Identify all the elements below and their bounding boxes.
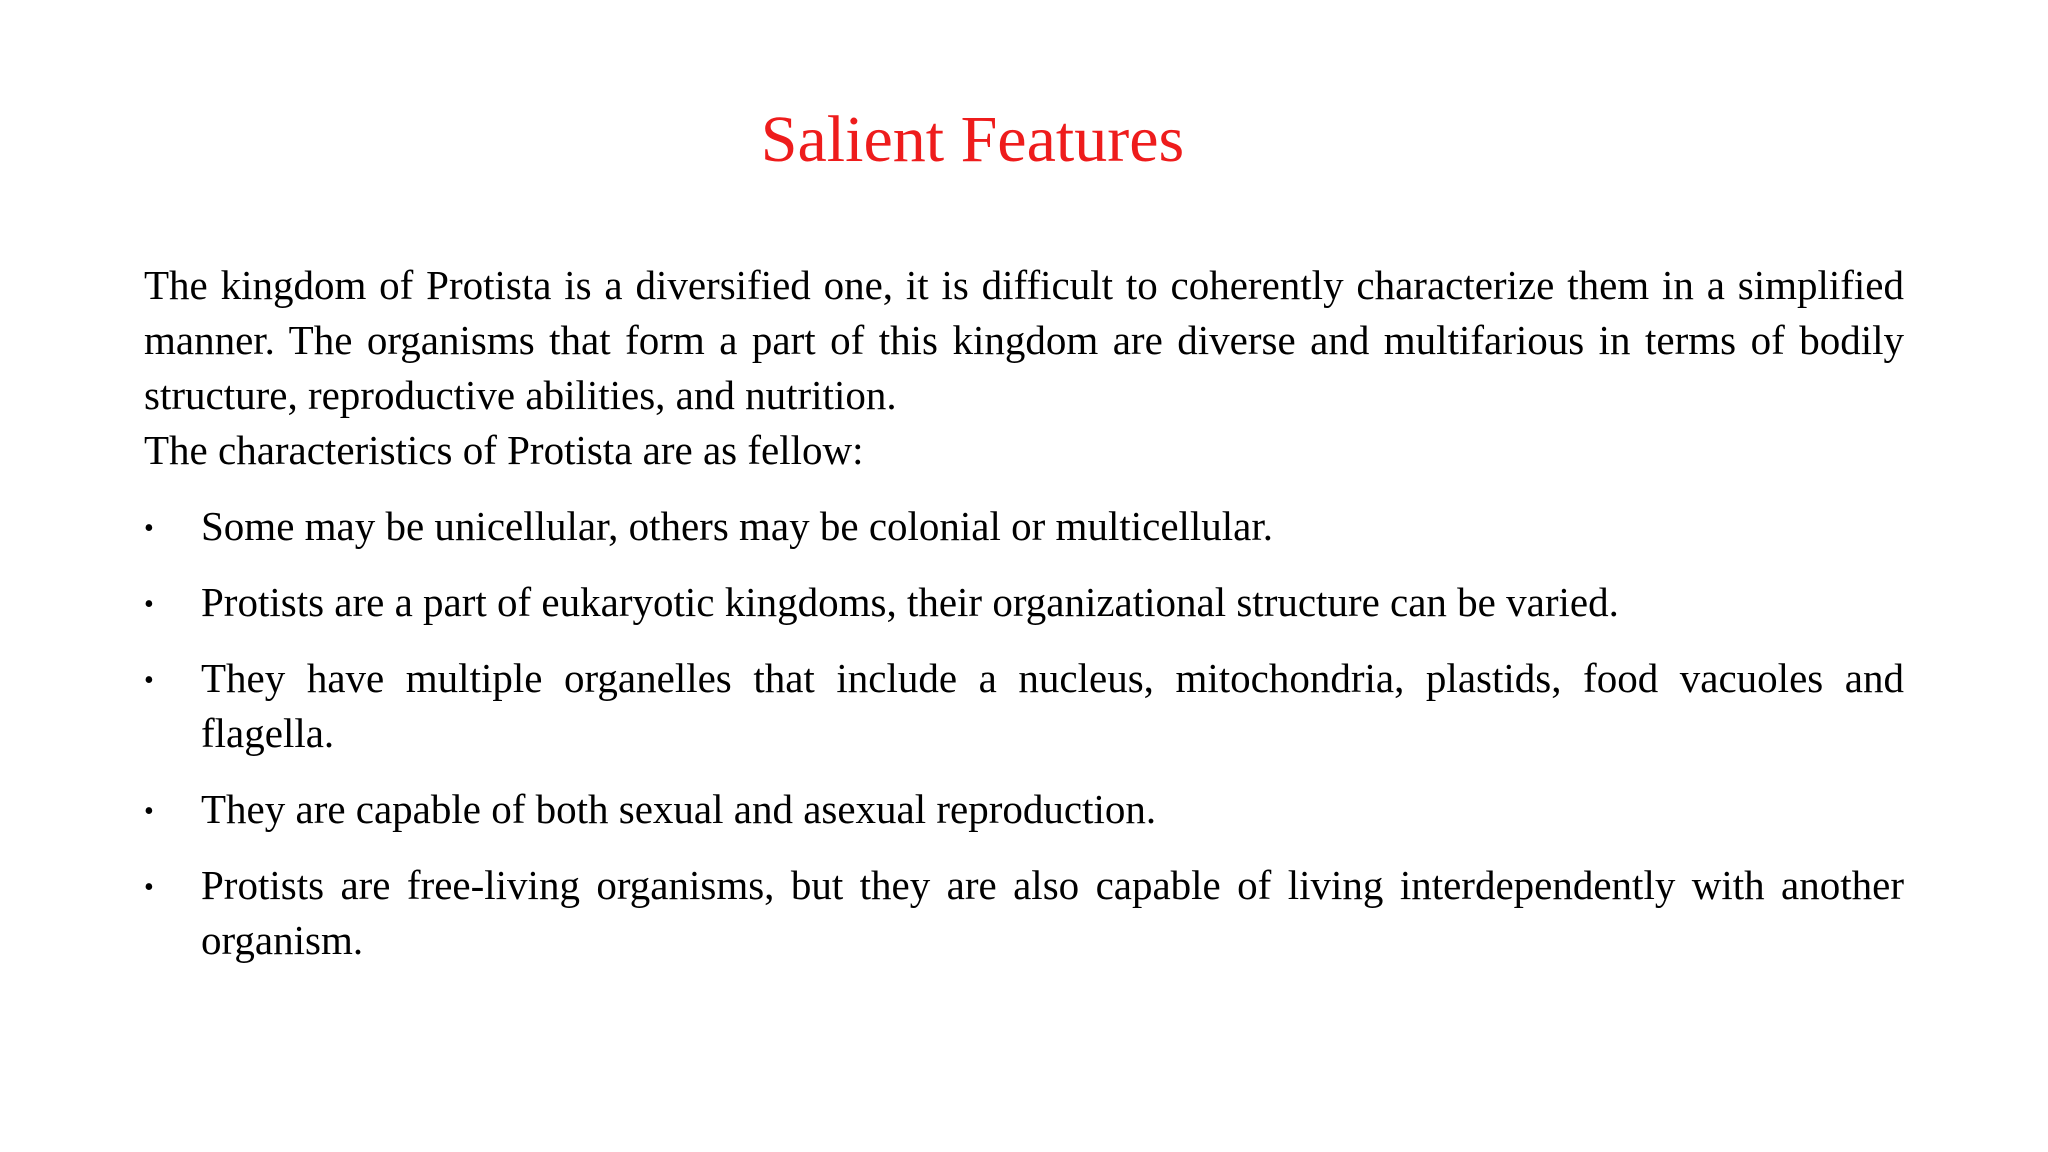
slide-body <box>144 258 1904 989</box>
lead-sentence: The characteristics of Protista are as fellow: <box>144 427 864 473</box>
bullet-icon: • <box>144 796 154 827</box>
bullet-icon: • <box>144 589 154 620</box>
bullet-icon: • <box>144 665 154 696</box>
bullet-item <box>144 575 1904 630</box>
slide-title: Salient Features <box>760 103 1185 176</box>
bullet-text: Protists are a part of eukaryotic kingdoms, their organizational structure can be varied. <box>201 579 1619 625</box>
bullet-text: Some may be unicellular, others may be colonial or multicellular. <box>201 503 1274 549</box>
bullet-list <box>144 499 1904 968</box>
bullet-text: They are capable of both sexual and asexual reproduction. <box>201 786 1157 832</box>
bullet-item <box>144 651 1904 761</box>
bullet-text: They have multiple organelles that include a nucleus, mitochondria, plastids, food vacuoles and flagella. <box>201 655 1904 756</box>
intro-paragraph: The kingdom of Protista is a diversified one, it is difficult to coherently characterize them in a simplified manner. The organisms that form a part of this kingdom are diverse and multifarious in terms of bodily structure, reproductive abilities, and nutrition. <box>144 262 1904 418</box>
bullet-icon: • <box>144 513 154 544</box>
bullet-text: Protists are free-living organisms, but they are also capable of living interdependently with another organism. <box>201 862 1904 963</box>
bullet-icon: • <box>144 872 154 903</box>
bullet-item <box>144 858 1904 968</box>
bullet-item <box>144 782 1904 837</box>
bullet-item <box>144 499 1904 554</box>
